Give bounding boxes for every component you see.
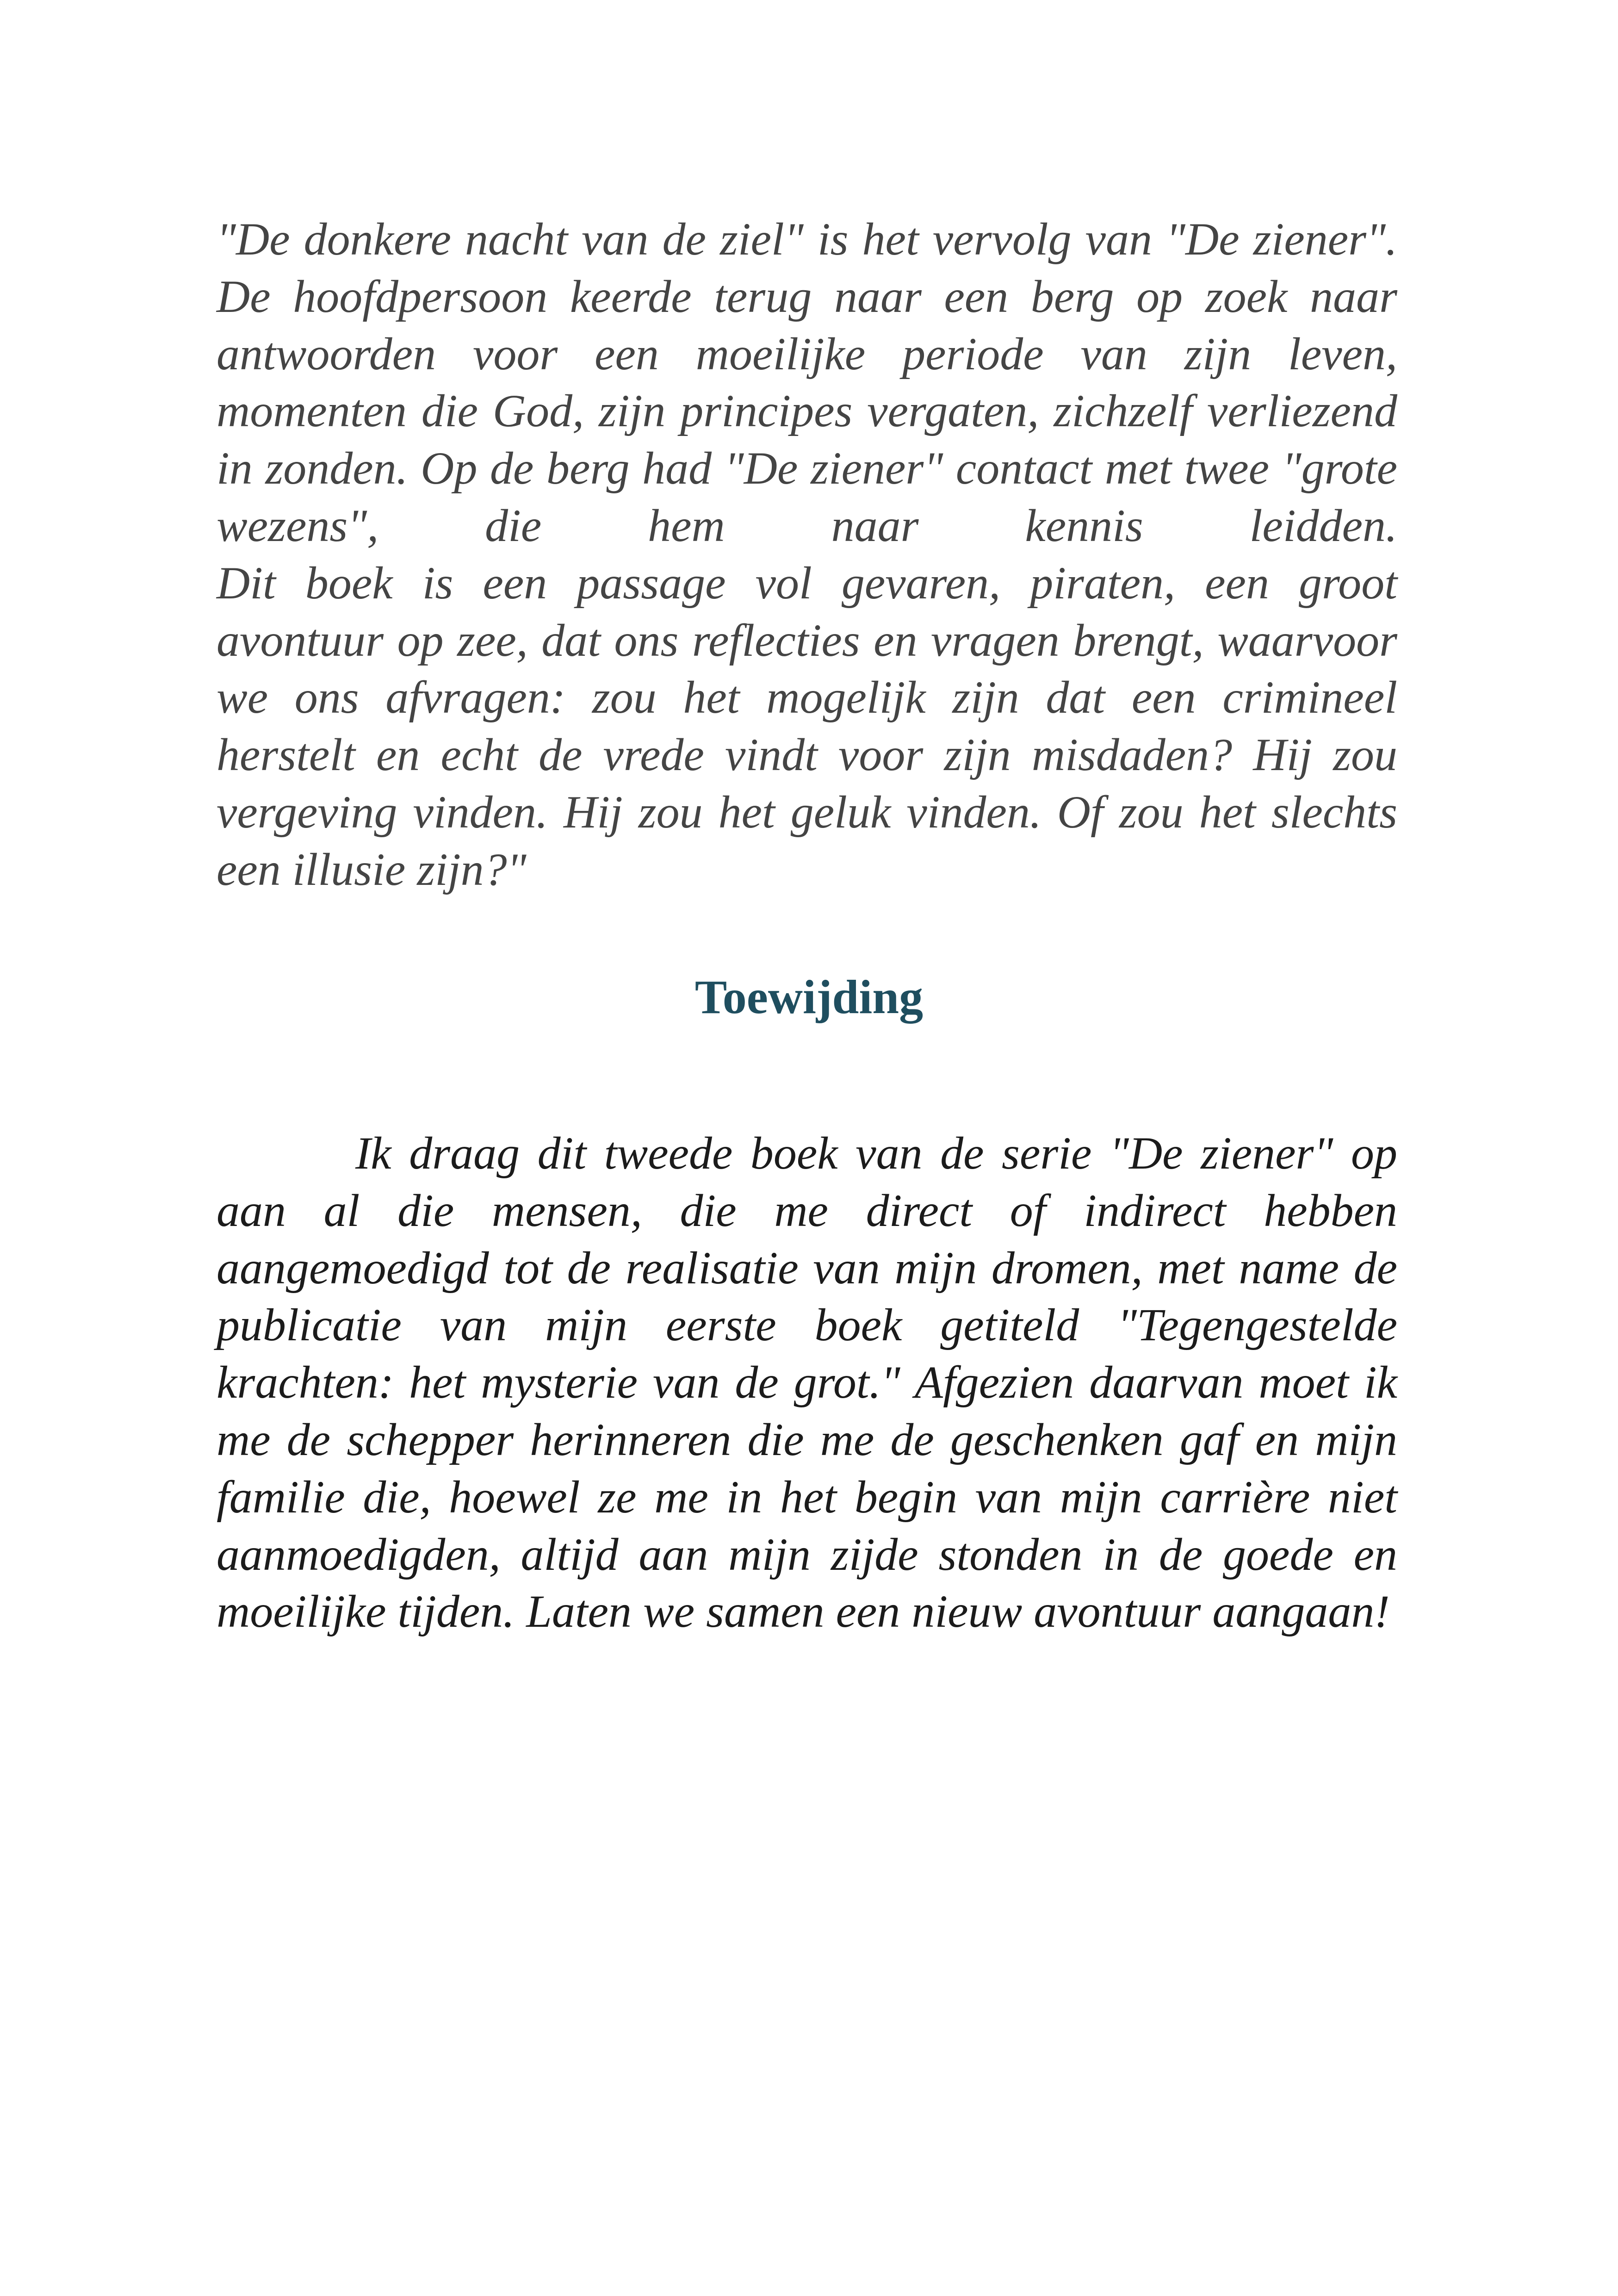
- synopsis-text-part-1: "De donkere nacht van de ziel" is het vervolg van "De ziener". De hoofdpersoon keerde terug naar een berg op zoek naar antwoorden voor een moeilijke periode van zijn leven, momenten die God, zijn principes vergaten, zichzelf verliezend in zonden. Op de berg had "De ziener" contact met twee "grote wezens", die hem naar kennis leidden.: [217, 213, 1397, 551]
- synopsis-text-part-2: Dit boek is een passage vol gevaren, piraten, een groot avontuur op zee, dat ons reflecties en vragen brengt, waarvoor we ons afvragen: zou het mogelijk zijn dat een crimineel herstelt en echt de vrede vindt voor zijn misdaden? Hij zou vergeving vinden. Hij zou het geluk vinden. Of zou het slechts een illusie zijn?": [217, 557, 1397, 895]
- synopsis-paragraph: [217, 211, 1397, 898]
- dedication-heading: Toewijding: [694, 971, 924, 1024]
- dedication-paragraph: Ik draag dit tweede boek van de serie "De ziener" op aan al die mensen, die me direct of indirect hebben aangemoedigd tot de realisatie van mijn dromen, met name de publicatie van mijn eerste boek getiteld "Tegengestelde krachten: het mysterie van de grot." Afgezien daarvan moet ik me de schepper herinneren die me de geschenken gaf en mijn familie die, hoewel ze me in het begin van mijn carrière niet aanmoedigden, altijd aan mijn zijde stonden in de goede en moeilijke tijden. Laten we samen een nieuw avontuur aangaan!: [217, 1127, 1397, 1637]
